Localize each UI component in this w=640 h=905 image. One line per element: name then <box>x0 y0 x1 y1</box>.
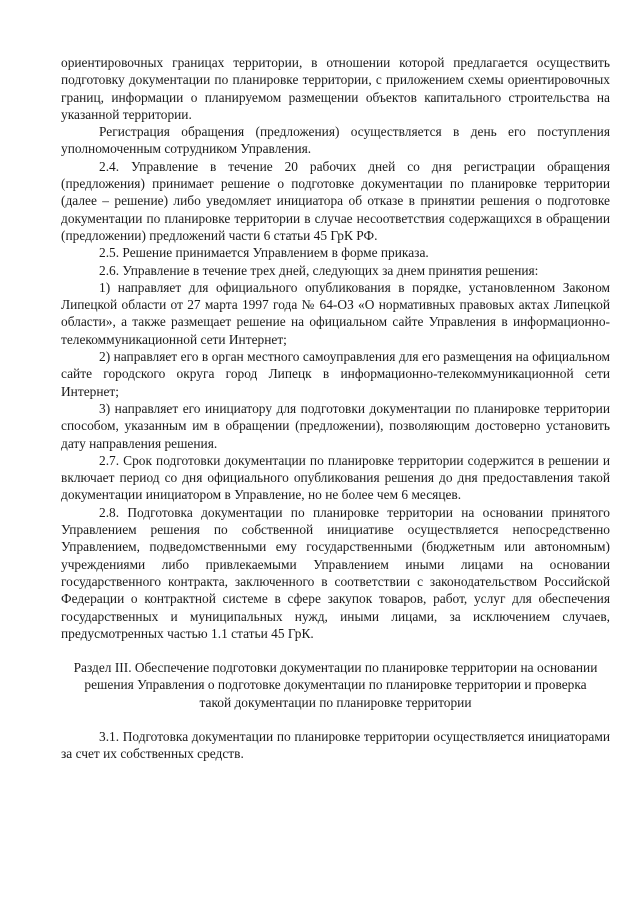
paragraph: 3) направляет его инициатору для подготовки документации по планировке территории способом, указанным им в обращении (предложении), позволяющим достоверно установить дату направления решения. <box>61 400 610 451</box>
section-heading: Раздел III. Обеспечение подготовки документации по планировке территории на основании решения Управления о подготовке документации по планировке территории и проверка такой документации по планировке территории <box>73 660 598 710</box>
paragraphs-bottom <box>61 728 610 763</box>
paragraph: 2) направляет его в орган местного самоуправления для его размещения на официальном сайте городского округа город Липецк в информационно-телекоммуникационной сети Интернет; <box>61 349 610 399</box>
paragraph: ориентировочных границах территории, в отношении которой предлагается осуществить подготовку документации по планировке территории, с приложением схемы ориентировочных границ, информации о планируемом размещении объектов капитального строительства на указанной территории. <box>61 55 610 122</box>
paragraphs-top <box>61 54 610 642</box>
paragraph: 2.7. Срок подготовки документации по планировке территории содержится в решении и включает период со дня официального опубликования решения до дня предоставления такой документации инициатором в Управление, но не более чем 6 месяцев. <box>61 452 610 503</box>
paragraph: 3.1. Подготовка документации по планировке территории осуществляется инициаторами за счет их собственных средств. <box>61 728 610 762</box>
paragraph: 2.8. Подготовка документации по планировке территории на основании принятого Управлением решения по собственной инициативе осуществляется непосредственно Управлением, подведомственными ему государственными (бюджетным или автономным) учреждениями либо привлекаемыми Управлением иными лицами на основании государственного контракта, заключенного в соответствии с законодательством Российской Федерации о контрактной системе в сфере закупок товаров, работ, услуг для обеспечения государственных и муниципальных нужд, иными лицами, за исключением случаев, предусмотренных частью 1.1 статьи 45 ГрК. <box>61 504 610 641</box>
paragraph: 2.5. Решение принимается Управлением в форме приказа. <box>99 245 429 261</box>
paragraph: 2.4. Управление в течение 20 рабочих дней со дня регистрации обращения (предложения) принимает решение о подготовке документации по планировке территории (далее – решение) либо уведомляет инициатора об отказе в принятии решения о подготовке документации по планировке территории в случае несоответствия содержащихся в обращении (предложении) предложений части 6 статьи 45 ГрК РФ. <box>61 158 610 243</box>
paragraph: 2.6. Управление в течение трех дней, следующих за днем принятия решения: <box>99 262 539 278</box>
document-page <box>61 54 610 763</box>
paragraph: Регистрация обращения (предложения) осуществляется в день его поступления уполномоченным сотрудником Управления. <box>61 124 610 157</box>
paragraph: 1) направляет для официального опубликования в порядке, установленном Законом Липецкой области от 27 марта 1997 года № 64-ОЗ «О нормативных правовых актах Липецкой области», а также размещает решение на официальном сайте Управления в информационно-телекоммуникационной сети Интернет; <box>61 279 610 347</box>
